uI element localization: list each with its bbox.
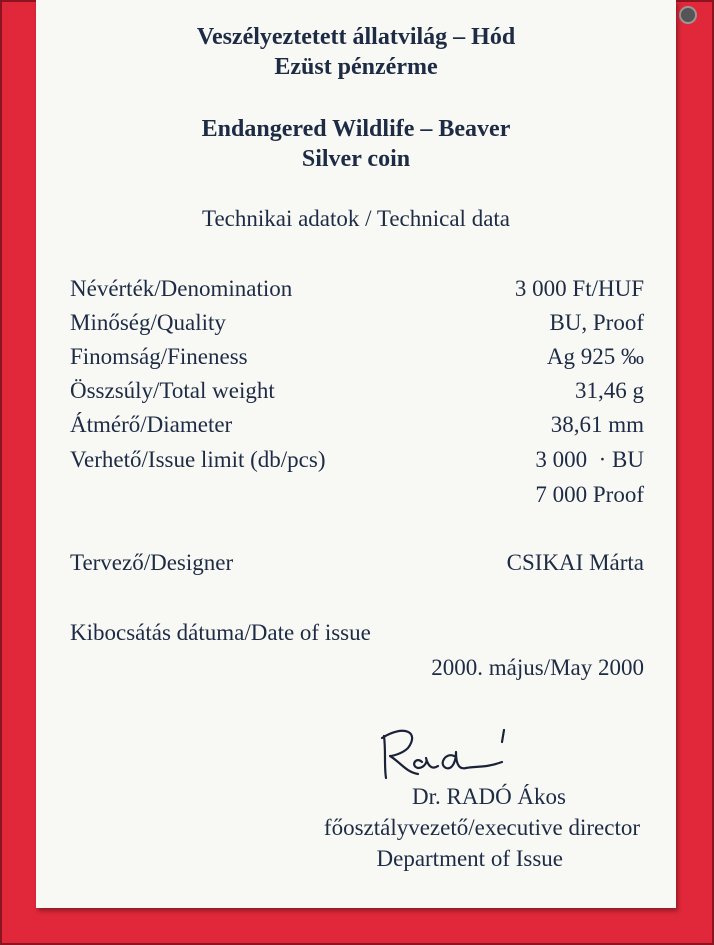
designer-value: CSIKAI Márta — [506, 550, 644, 575]
title-hu-line2: Ezüst pénzérme — [274, 54, 438, 80]
spec-value: 7 000 Proof — [535, 482, 644, 507]
spec-label: Névérték/Denomination — [70, 276, 293, 301]
issue-date-value-row — [70, 655, 644, 687]
spec-row-diameter — [70, 412, 644, 444]
spec-label: Finomság/Fineness — [70, 344, 248, 369]
signatory-department: Department of Issue — [376, 846, 563, 871]
issue-date-label: Kibocsátás dátuma/Date of issue — [70, 620, 371, 645]
spec-label: Minőség/Quality — [70, 310, 226, 335]
title-en-line2: Silver coin — [301, 146, 411, 172]
spec-row-fineness — [70, 344, 644, 376]
spec-value: 3 000 Ft/HUF — [514, 276, 644, 301]
spec-value: 3 000 · BU — [535, 447, 644, 472]
title-english — [36, 114, 676, 174]
title-hungarian — [36, 22, 676, 82]
designer-label: Tervező/Designer — [70, 550, 234, 575]
title-hu-line1: Veszélyeztetett állatvilág – Hód — [196, 24, 516, 50]
title-en-line1: Endangered Wildlife – Beaver — [201, 116, 511, 142]
spec-label: Verhető/Issue limit (db/pcs) — [70, 447, 326, 472]
spec-row-total-weight — [70, 378, 644, 410]
certificate-card — [36, 0, 676, 908]
spec-row-issue-limit — [70, 447, 644, 479]
spec-value: 31,46 g — [575, 378, 644, 403]
spec-value: 38,61 mm — [550, 412, 644, 437]
signatory-name: Dr. RADÓ Ákos — [412, 784, 566, 809]
spec-row-denomination — [70, 276, 644, 308]
spec-value: BU, Proof — [549, 310, 644, 335]
signature-graphic — [376, 722, 516, 782]
spec-row-quality — [70, 310, 644, 342]
technical-data-heading: Technikai adatok / Technical data — [202, 206, 510, 231]
spec-label: Összsúly/Total weight — [70, 378, 275, 403]
issue-date-value: 2000. május/May 2000 — [431, 655, 644, 680]
pin-icon — [679, 6, 697, 24]
spec-label: Átmérő/Diameter — [70, 412, 233, 437]
designer-row — [70, 550, 644, 582]
issue-date-label-row — [70, 620, 644, 652]
spec-value: Ag 925 ‰ — [546, 344, 644, 369]
spec-row-issue-limit-proof — [70, 482, 644, 514]
signatory-title: főosztályvezető/executive director — [323, 815, 640, 840]
